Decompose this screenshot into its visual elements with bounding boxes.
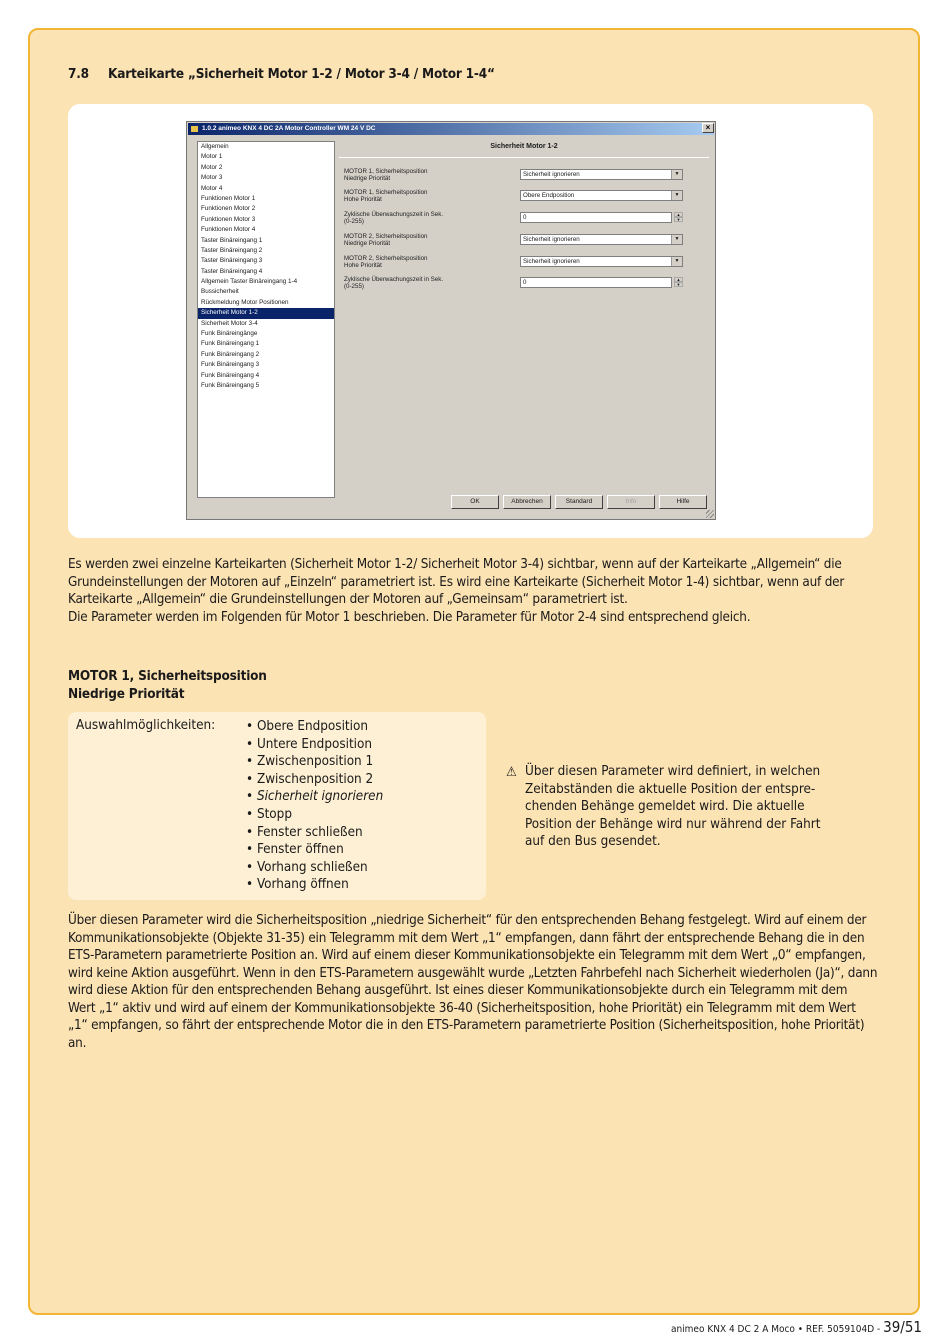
parameter-dropdown[interactable] xyxy=(520,169,683,180)
tab-item[interactable]: Funk Binäreingang 5 xyxy=(201,381,260,389)
option-item xyxy=(246,753,383,771)
info-button: Info xyxy=(607,495,655,509)
description-text: Über diesen Parameter wird die Sicherheitsposition „niedrige Sicherheit“ für den entsprechenden Behang festgelegt. Wird auf einem der Kommunikationsobjekte (Objekte 31-35) ein Telegramm mit dem Wert „1“ empfangen, dann fährt der entsprechende Behang die in den ETS-Parametern parametrierte Position an. Wird auf einem dieser Kommunikationsobjekte ein Telegramm mit dem Wert „0“ empfangen, wird keine Aktion ausgeführt. Wenn in den ETS-Parametern ausgewählt wurde „Letzten Fahrbefehl nach Sicherheit wiederholen (Ja)“, dann wird diese Aktion für den entsprechenden Behang ausgeführt. Ist eines dieser Kommunikationsobjekte durch ein Telegramm mit dem Wert „1“ aktiv und wird auf einem der Kommunikationsobjekte 36-40 (Sicherheitsposition, hohe Priorität) ein Telegramm mit dem Wert „1“ empfangen, so fährt der entsprechende Motor die in den ETS-Parametern parametrierte Position (Sicherheitsposition, hohe Priorität) an. xyxy=(68,913,878,1051)
tab-item[interactable]: Funktionen Motor 4 xyxy=(201,226,256,234)
tab-item[interactable]: Sicherheit Motor 1-2 xyxy=(198,308,334,318)
tab-item[interactable]: Taster Binäreingang 4 xyxy=(201,267,263,275)
option-label: Untere Endposition xyxy=(256,736,373,752)
parameter-heading xyxy=(68,667,267,703)
parameter-heading-line2: Niedrige Priorität xyxy=(68,686,185,702)
parameter-label xyxy=(344,233,427,247)
parameter-label xyxy=(344,255,427,269)
parameter-label xyxy=(344,168,427,182)
option-label: Vorhang öffnen xyxy=(256,877,349,893)
parameter-label-line1: MOTOR 2, Sicherheitsposition xyxy=(344,233,428,240)
parameter-panel xyxy=(339,141,709,498)
parameter-label xyxy=(344,189,427,203)
parameter-label-line2: Hohe Priorität xyxy=(344,262,382,269)
option-label: Fenster schließen xyxy=(256,824,363,840)
parameter-dropdown[interactable] xyxy=(520,234,683,245)
tab-item[interactable]: Motor 4 xyxy=(201,184,223,192)
option-item xyxy=(246,788,383,806)
dropdown-value: Sicherheit ignorieren xyxy=(523,171,580,178)
options-label: Auswahlmöglichkeiten: xyxy=(76,718,216,733)
parameter-label xyxy=(344,276,443,290)
parameter-label-line1: MOTOR 1, Sicherheitsposition xyxy=(344,168,428,175)
tab-item[interactable]: Allgemein xyxy=(201,143,229,150)
parameter-dialog xyxy=(186,121,716,520)
tab-item[interactable]: Funk Binäreingang 4 xyxy=(201,371,260,379)
section-title: Karteikarte „Sicherheit Motor 1-2 / Motor 3-4 / Motor 1-4“ xyxy=(108,66,495,82)
tab-item[interactable]: Taster Binäreingang 3 xyxy=(201,257,263,265)
tab-item[interactable]: Motor 1 xyxy=(201,153,223,161)
parameter-dropdown[interactable] xyxy=(520,256,683,267)
tab-item[interactable]: Funktionen Motor 1 xyxy=(201,194,256,202)
spin-down-icon[interactable]: ▼ xyxy=(674,217,683,222)
ok-button[interactable]: OK xyxy=(451,495,499,509)
spin-down-icon[interactable]: ▼ xyxy=(674,282,683,287)
option-item xyxy=(246,824,383,842)
chevron-down-icon[interactable]: ▼ xyxy=(671,170,682,179)
tab-item[interactable]: Funk Binäreingang 3 xyxy=(201,361,260,369)
tab-item[interactable]: Taster Binäreingang 1 xyxy=(201,236,263,244)
footer xyxy=(671,1318,922,1336)
intro-paragraph-1: Es werden zwei einzelne Karteikarten (Sicherheit Motor 1-2/ Sicherheit Motor 3-4) sichtbar, wenn auf der Karteikarte „Allgemein“ die Grundeinstellungen der Motoren auf „Einzeln“ parametriert ist. Es wird eine Karteikarte (Sicherheit Motor 1-4) sichtbar, wenn auf der Karteikarte „Allgemein“ die Grundeinstellungen der Motoren auf „Gemeinsam“ parametriert ist. xyxy=(68,557,845,607)
parameter-heading-line1: MOTOR 1, Sicherheitsposition xyxy=(68,668,267,684)
tab-item[interactable]: Funktionen Motor 2 xyxy=(201,205,256,213)
option-label: Sicherheit ignorieren xyxy=(256,789,384,805)
option-item xyxy=(246,859,383,877)
standard-button[interactable]: Standard xyxy=(555,495,603,509)
panel-divider xyxy=(339,157,709,158)
dialog-titlebar xyxy=(188,123,714,135)
page-number: 39/51 xyxy=(883,1318,922,1336)
dropdown-value: Obere Endposition xyxy=(523,192,575,199)
option-item xyxy=(246,806,383,824)
option-label: Zwischenposition 2 xyxy=(256,771,374,787)
parameter-number-input[interactable]: 0 xyxy=(520,212,672,223)
tab-item[interactable]: Rückmeldung Motor Positionen xyxy=(201,298,289,306)
parameter-label-line2: (0-255) xyxy=(344,218,364,225)
footer-reference: animeo KNX 4 DC 2 A Moco • REF. 5059104D - xyxy=(670,1324,884,1335)
resize-grip-icon[interactable] xyxy=(706,510,714,518)
intro-text xyxy=(68,556,878,626)
app-icon xyxy=(191,126,198,132)
parameter-label-line1: MOTOR 2, Sicherheitsposition xyxy=(344,255,428,262)
option-label: Vorhang schließen xyxy=(256,859,368,875)
tab-item[interactable]: Funk Binäreingang 1 xyxy=(201,340,260,348)
note-text: Über diesen Parameter wird definiert, in welchen Zeitabständen die aktuelle Position der entspre-chenden Behänge gemeldet wird. Die aktuelle Position der Behänge wird nur während der Fahrt auf den Bus gesendet. xyxy=(525,764,821,849)
dropdown-value: Sicherheit ignorieren xyxy=(523,258,580,265)
tab-list xyxy=(197,141,335,498)
parameter-label-line1: Zyklische Überwachungszeit in Sek. xyxy=(344,211,444,218)
intro-paragraph-2: Die Parameter werden im Folgenden für Motor 1 beschrieben. Die Parameter für Motor 2-4 sind entsprechend gleich. xyxy=(68,609,751,625)
section-heading xyxy=(68,66,495,82)
tab-item[interactable]: Funk Binäreingang 2 xyxy=(201,350,260,358)
close-icon[interactable]: × xyxy=(702,123,714,133)
spin-up-icon[interactable]: ▲ xyxy=(674,277,683,282)
option-label: Zwischenposition 1 xyxy=(256,754,374,770)
chevron-down-icon[interactable]: ▼ xyxy=(671,191,682,200)
cancel-button[interactable]: Abbrechen xyxy=(503,495,551,509)
parameter-label-line2: Niedrige Priorität xyxy=(344,175,391,182)
option-item xyxy=(246,876,383,894)
option-item xyxy=(246,771,383,789)
tab-item[interactable]: Funk Binäreingänge xyxy=(201,330,258,338)
parameter-label-line1: MOTOR 1, Sicherheitsposition xyxy=(344,189,428,196)
tab-item[interactable]: Taster Binäreingang 2 xyxy=(201,246,263,254)
dialog-title: 1.0.2 animeo KNX 4 DC 2A Motor Controller WM 24 V DC xyxy=(202,125,376,132)
spinner-buttons xyxy=(674,212,683,223)
chevron-down-icon[interactable]: ▼ xyxy=(671,257,682,266)
options-list xyxy=(246,718,383,894)
parameter-label-line2: Hohe Priorität xyxy=(344,196,382,203)
option-item xyxy=(246,718,383,736)
parameter-label-line2: (0-255) xyxy=(344,283,364,290)
parameter-label xyxy=(344,211,443,225)
note-block xyxy=(506,763,826,851)
panel-title: Sicherheit Motor 1-2 xyxy=(490,143,558,150)
parameter-number-input[interactable]: 0 xyxy=(520,277,672,288)
tab-item[interactable]: Allgemein Taster Binäreingang 1-4 xyxy=(201,278,298,286)
option-item xyxy=(246,841,383,859)
tab-item[interactable]: Motor 2 xyxy=(201,163,223,171)
parameter-label-line2: Niedrige Priorität xyxy=(344,240,391,247)
tab-item[interactable]: Sicherheit Motor 3-4 xyxy=(201,319,258,327)
spinner-buttons xyxy=(674,277,683,288)
parameter-label-line1: Zyklische Überwachungszeit in Sek. xyxy=(344,276,444,283)
option-label: Obere Endposition xyxy=(256,719,368,734)
spin-up-icon[interactable]: ▲ xyxy=(674,212,683,217)
tab-item[interactable]: Funktionen Motor 3 xyxy=(201,215,256,223)
options-box xyxy=(68,712,486,900)
parameter-dropdown[interactable] xyxy=(520,190,683,201)
option-label: Stopp xyxy=(256,806,292,822)
tab-item[interactable]: Bussicherheit xyxy=(201,288,239,296)
dropdown-value: Sicherheit ignorieren xyxy=(523,236,580,243)
chevron-down-icon[interactable]: ▼ xyxy=(671,235,682,244)
tab-item[interactable]: Motor 3 xyxy=(201,174,223,182)
warning-triangle-icon: ⚠ xyxy=(506,765,517,780)
section-number: 7.8 xyxy=(68,66,89,82)
help-button[interactable]: Hilfe xyxy=(659,495,707,509)
option-item xyxy=(246,736,383,754)
option-label: Fenster öffnen xyxy=(256,842,344,858)
